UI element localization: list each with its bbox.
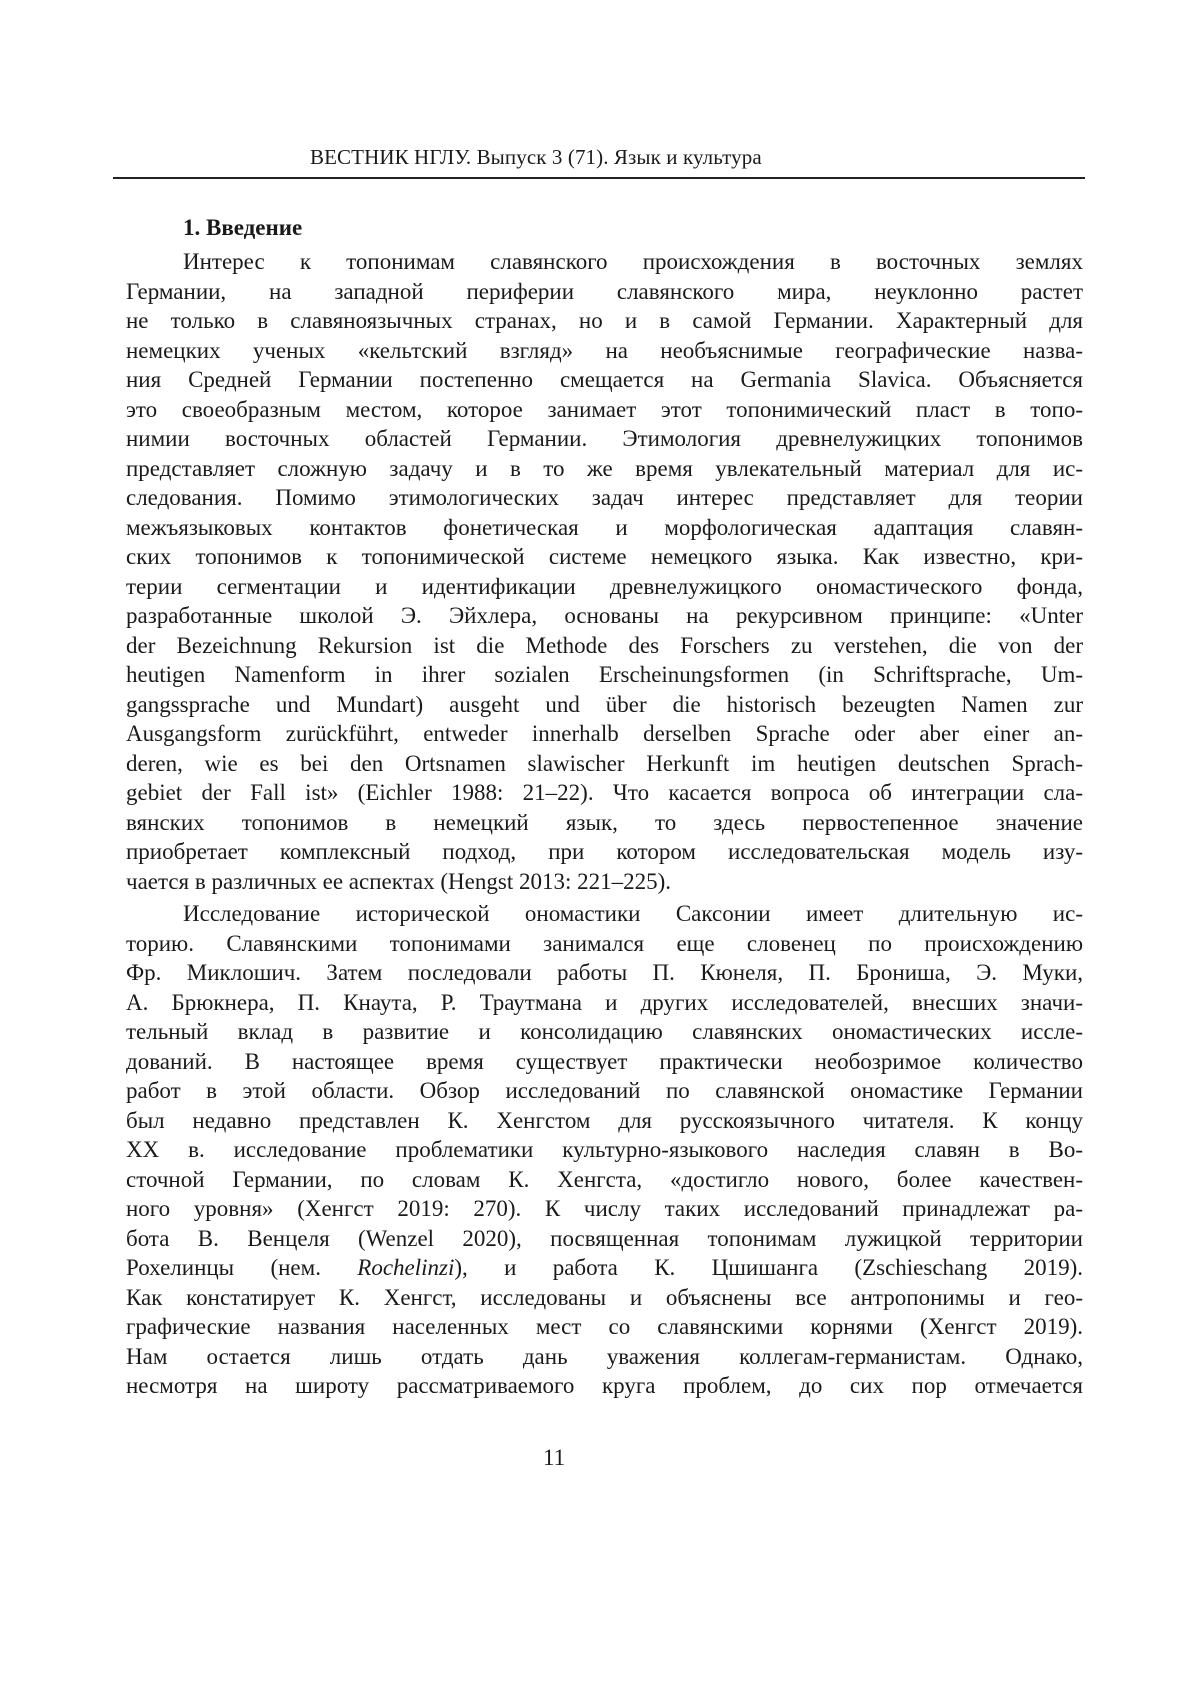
text-line: дований. В настоящее время существует практически необозримое количество (126, 1048, 1083, 1074)
text-line: это своеобразным местом, которое занимает этот топонимический пласт в топо- (126, 396, 1083, 422)
running-head: ВЕСТНИК НГЛУ. Выпуск 3 (71). Язык и культура (310, 145, 762, 169)
text-line: следования. Помимо этимологических задач интерес представляет для теории (126, 485, 1083, 510)
text-line: ских топонимов к топонимической системе немецкого языка. Как известно, кри- (126, 544, 1083, 569)
text-line: heutigen Namenform in ihrer sozialen Erscheinungsformen (in Schriftsprache, Um- (126, 662, 1083, 687)
text-line: тельный вклад в развитие и консолидацию славянских ономастических иссле- (126, 1019, 1083, 1044)
text-line: межъязыковых контактов фонетическая и морфологическая адаптация славян- (126, 514, 1083, 540)
article-body (126, 212, 1083, 1401)
text-line: торию. Славянскими топонимами занимался еще словенец по происхождению (126, 930, 1083, 956)
text-line: XX в. исследование проблематики культурно-языкового наследия славян в Во- (126, 1137, 1083, 1162)
text-line: Интерес к топонимам славянского происхождения в восточных землях (183, 249, 1083, 274)
text-line: der Bezeichnung Rekursion ist die Methode des Forschers zu verstehen, die von der (126, 632, 1083, 658)
italic-term: Rochelinzi (357, 1255, 455, 1280)
text-line: представляет сложную задачу и в то же время увлекательный материал для ис- (126, 455, 1083, 481)
text-line: вянских топонимов в немецкий язык, то здесь первостепенное значение (126, 809, 1083, 835)
text-line: был недавно представлен К. Хенгстом для русскоязычного читателя. К концу (126, 1107, 1083, 1133)
text-line: чается в различных ее аспектах (Hengst 2013: 221–225). (126, 868, 672, 894)
text-line: Фр. Миклошич. Затем последовали работы П. Кюнеля, П. Брониша, Э. Муки, (126, 960, 1083, 985)
text-segment: Рохелинцы (нем. (126, 1255, 358, 1280)
text-line: сточной Германии, по словам К. Хенгста, «достигло нового, более качествен- (126, 1166, 1083, 1192)
text-line: gangssprache und Mundart) ausgeht und über die historisch bezeugten Namen zur (126, 691, 1083, 717)
header-rule (113, 177, 1085, 179)
text-line: графические названия населенных мест со славянскими корнями (Хенгст 2019). (126, 1314, 1083, 1339)
text-line: не только в славяноязычных странах, но и в самой Германии. Характерный для (126, 308, 1083, 333)
text-line: Нам остается лишь отдать дань уважения коллегам-германистам. Однако, (126, 1343, 1083, 1369)
paragraph-1 (126, 247, 1083, 896)
page-number: 11 (543, 1445, 566, 1470)
text-line: А. Брюкнера, П. Кнаута, Р. Траутмана и других исследователей, внесших значи- (126, 989, 1083, 1015)
text-line: разработанные школой Э. Эйхлера, основаны на рекурсивном принципе: «Unter (126, 603, 1083, 628)
text-line: Как констатирует К. Хенгст, исследованы и объяснены все антропонимы и гео- (126, 1284, 1083, 1310)
text-line: Германии, на западной периферии славянского мира, неуклонно растет (126, 278, 1083, 304)
text-line: приобретает комплексный подход, при котором исследовательская модель изу- (126, 839, 1083, 864)
text-line: deren, wie es bei den Ortsnamen slawischer Herkunft im heutigen deutschen Sprach- (126, 750, 1083, 776)
paragraph-2 (126, 899, 1083, 1401)
text-line: нимии восточных областей Германии. Этимология древнелужицких топонимов (126, 426, 1083, 451)
text-line: бота В. Венцеля (Wenzel 2020), посвященная топонимам лужицкой территории (126, 1225, 1083, 1251)
text-line: ного уровня» (Хенгст 2019: 270). К числу таких исследований принадлежат ра- (126, 1196, 1083, 1221)
section-heading: 1. Введение (183, 215, 303, 240)
text-line: Ausgangsform zurückführt, entweder innerhalb derselben Sprache oder aber einer an- (126, 721, 1083, 746)
text-segment: ), и работа К. Цшишанга (Zschieschang 2019). (454, 1255, 1083, 1280)
text-line: gebiet der Fall ist» (Eichler 1988: 21–22). Что касается вопроса об интеграции сла- (126, 780, 1083, 805)
text-line: работ в этой области. Обзор исследований по славянской ономастике Германии (126, 1078, 1083, 1103)
text-line: несмотря на широту рассматриваемого круга проблем, до сих пор отмечается (126, 1373, 1083, 1398)
text-line: ния Средней Германии постепенно смещается на Germania Slavica. Объясняется (126, 367, 1083, 392)
text-line: Исследование исторической ономастики Саксонии имеет длительную ис- (183, 901, 1083, 926)
text-line: немецких ученых «кельтский взгляд» на необъяснимые географические назва- (126, 337, 1083, 363)
text-line (126, 1253, 1083, 1283)
text-line: терии сегментации и идентификации древнелужицкого ономастического фонда, (126, 573, 1083, 599)
